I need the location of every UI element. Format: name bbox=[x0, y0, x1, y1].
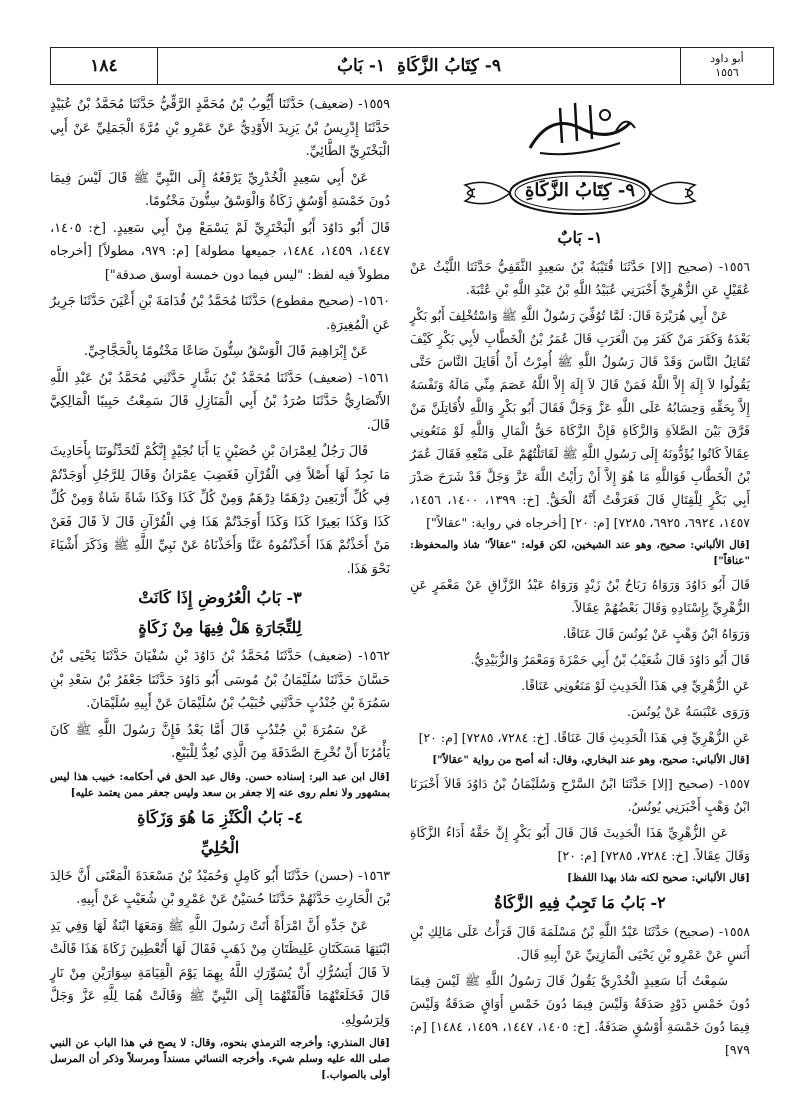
hadith-text: عَنْ إِبْرَاهِيمَ قَالَ الْوَسْقُ سِتُّونَ صَاعًا مَخْتُومًا بِالْحَجَّاجِيِّ. bbox=[83, 344, 368, 359]
hadith-text: عَنْ جَدِّهِ أَنَّ امْرَأَةً أَتَتْ رَسُولَ اللَّهِ ﷺ وَمَعَهَا ابْنَةٌ لَهَا وَفِي يَدِ ابْنَتِهَا مَسَكَتَانِ غَلِيظَتَانِ مِنْ ذَهَبٍ فَقَالَ لَهَا أَتُعْطِينَ زَكَاةَ هَذَا قَالَتْ لاَ قَالَ أَيَسُرُّكِ أَنْ يُسَوِّرَكِ اللَّهُ بِهِمَا يَوْمَ الْقِيَامَةِ سِوَارَيْنِ مِنْ نَارٍ قَالَ فَخَلَعَتْهُمَا فَأَلْقَتْهُمَا إِلَى النَّبِيِّ ﷺ وَقَالَتْ هُمَا لِلَّهِ عَزَّ وَجَلَّ وَلِرَسُولِهِ. bbox=[50, 918, 390, 1028]
left-column bbox=[50, 93, 390, 1087]
chapter-heading: لِلتِّجَارَةِ هَلْ فِيهَا مِنْ زَكَاةٍ bbox=[138, 618, 302, 637]
hadith-text: ١٥٥٧- (صحيح [إلا] حَدَّثَنَا ابْنُ السَّرْحِ وَسُلَيْمَانُ بْنُ دَاوُدَ قَالاَ أَخْبَرَنَا ابْنُ وَهْبٍ أَخْبَرَنِي يُونُسُ. bbox=[410, 776, 750, 814]
chapter-heading: ٣- بَابُ الْعُرُوضِ إِذَا كَانَتْ bbox=[138, 588, 302, 607]
hadith-text: ١٥٦٢- (ضعيف) حَدَّثَنَا مُحَمَّدُ بْنُ دَاوُدَ بْنِ سُفْيَانَ حَدَّثَنَا يَحْيَى بْنُ حَسَّانَ حَدَّثَنَا سُلَيْمَانُ بْنُ مُوسَى أَبُو دَاوُدَ حَدَّثَنَا جَعْفَرُ بْنُ سَعْدِ بْنِ سَمُرَةَ بْنِ جُنْدُبٍ حَدَّثَنِي خُبَيْبُ بْنُ سُلَيْمَانَ عَنْ أَبِيهِ سُلَيْمَانَ. bbox=[50, 649, 390, 711]
chapter-heading: الْحُلِيِّ bbox=[200, 837, 240, 857]
right-column bbox=[410, 93, 750, 1064]
hadith-text: قَالَ أَبُو دَاوُدَ وَرَوَاهُ رَبَاحُ بْنُ زَيْدٍ وَرَوَاهُ عَبْدُ الرَّزَّاقِ عَنْ مَعْمَرٍ عَنِ الزُّهْرِيِّ بِإِسْنَادِهِ وَقَالَ بَعْضُهُمْ عِقَالاً. bbox=[410, 577, 750, 615]
page-number: ١٨٤ bbox=[90, 56, 118, 76]
hadith-text: ١٥٥٨- (صحيح) حَدَّثَنَا عَبْدُ اللَّهِ بْنُ مَسْلَمَةَ قَالَ قَرَأْتُ عَلَى مَالِكِ بْنِ أَنَسٍ عَنْ عَمْرِو بْنِ يَحْيَى الْمَازِنِيِّ عَنْ أَبِيهِ قَالَ. bbox=[410, 924, 750, 962]
hadith-text: عَنْ أَبِي هُرَيْرَةَ قَالَ: لَمَّا تُوُفِّيَ رَسُولُ اللَّهِ ﷺ وَاسْتُخْلِفَ أَبُو بَكْرٍ بَعْدَهُ وَكَفَرَ مَنْ كَفَرَ مِنَ الْعَرَبِ قَالَ عُمَرُ بْنُ الْخَطَّابِ لأَبِي بَكْرٍ كَيْفَ تُقَاتِلُ النَّاسَ وَقَدْ قَالَ رَسُولُ اللَّهِ ﷺ أُمِرْتُ أَنْ أُقَاتِلَ النَّاسَ حَتَّى يَقُولُوا لاَ إِلَهَ إِلاَّ اللَّهُ فَمَنْ قَالَ لاَ إِلَهَ إِلاَّ اللَّهُ عَصَمَ مِنِّي مَالَهُ وَنَفْسَهُ إِلاَّ بِحَقِّهِ وَحِسَابُهُ عَلَى اللَّهِ عَزَّ وَجَلَّ فَقَالَ أَبُو بَكْرٍ وَاللَّهِ لأُقَاتِلَنَّ مَنْ فَرَّقَ بَيْنَ الصَّلاَةِ وَالزَّكَاةِ فَإِنَّ الزَّكَاةَ حَقُّ الْمَالِ وَاللَّهِ لَوْ مَنَعُونِي عِقَالاً كَانُوا يُؤَدُّونَهُ إِلَى رَسُولِ اللَّهِ ﷺ لَقَاتَلْتُهُمْ عَلَى مَنْعِهِ فَقَالَ عُمَرُ بْنُ الْخَطَّابِ فَوَاللَّهِ مَا هُوَ إِلاَّ أَنْ رَأَيْتُ اللَّهَ عَزَّ وَجَلَّ قَدْ شَرَحَ صَدْرَ أَبِي بَكْرٍ لِلْقِتَالِ قَالَ فَعَرَفْتُ أَنَّهُ الْحَقُّ. [خ: ١٣٩٩، ١٤٠٠، ١٤٥٦، ١٤٥٧، ٦٩٢٤، ٦٩٢٥، ٧٢٨٥] [م: ٢٠] [أخرجاه في رواية: "عقالاً"] bbox=[410, 308, 750, 530]
header-title-box bbox=[157, 48, 681, 84]
footnote: [قال الألباني: صحيح، وهو عند الشيخين، لكن قوله: "عقالاً" شاذ والمحفوظ: "عناقاً"] bbox=[410, 539, 750, 567]
header-number: ١٥٥٦ bbox=[715, 66, 739, 79]
header-page-box bbox=[51, 48, 158, 84]
hadith-text: قَالَ أَبُو دَاوُدَ أَبُو الْبَخْتَرِيِّ لَمْ يَسْمَعْ مِنْ أَبِي سَعِيدٍ. [خ: ١٤٠٥، ١٤٤٧، ١٤٥٩، ١٤٨٤، جميعها مطولة] [م: ٩٧٩، مطولاً] [أخرجاه مطولاً فيه لفظ: "ليس فيما دون خمسة أوسق صدقة"] bbox=[50, 220, 391, 283]
hadith-text: قَالَ رَجُلٌ لِعِمْرَانَ بْنِ حُصَيْنٍ يَا أَبَا نُجَيْدٍ إِنَّكُمْ لَتُحَدِّثُونَنَا بِأَحَادِيثَ مَا نَجِدُ لَهَا أَصْلاً فِي الْقُرْآنِ فَغَضِبَ عِمْرَانُ وَقَالَ لِلرَّجُلِ أَوَجَدْتُمْ فِي كُلِّ أَرْبَعِينَ دِرْهَمًا دِرْهَمٌ وَمِنْ كُلِّ كَذَا وَكَذَا شَاةً شَاةٌ وَمِنْ كُلِّ كَذَا وَكَذَا بَعِيرًا كَذَا وَكَذَا أَوَجَدْتُمْ هَذَا فِي الْقُرْآنِ قَالَ لاَ قَالَ فَعَنْ مَنْ أَخَذْتُمْ هَذَا أَخَذْتُمُوهُ عَنَّا وَأَخَذْنَاهُ عَنْ نَبِيِّ اللَّهِ ﷺ وَذَكَرَ أَشْيَاءَ نَحْوَ هَذَا. bbox=[50, 444, 390, 577]
hadith-text: وَرَوَاهُ ابْنُ وَهْبٍ عَنْ يُونُسَ قَالَ عَنَاقًا. bbox=[562, 626, 750, 641]
book-title: ٩- كِتَابُ الزَّكَاةِ bbox=[524, 180, 635, 201]
footnote: [قال الألباني: صحيح، وهو عند البخاري، وقال: أنه أصح من رواية "عقالاً"] bbox=[432, 754, 750, 766]
book-title-banner bbox=[450, 167, 710, 219]
hadith-text: عَنْ سَمُرَةَ بْنِ جُنْدُبٍ قَالَ أَمَّا بَعْدُ فَإِنَّ رَسُولَ اللَّهِ ﷺ كَانَ يَأْمُرُنَا أَنْ نُخْرِجَ الصَّدَقَةَ مِنَ الَّذِي نُعِدُّ لِلْبَيْعِ. bbox=[50, 722, 390, 761]
footnote: [قال المنذري: وأخرجه الترمذي بنحوه، وقال: لا يصح في هذا الباب عن النبي صلى الله عليه وسلم شيء. وأخرجه النسائي مسنداً ومرسلاً وذكر أن المرسل أولى بالصواب.] bbox=[50, 1037, 390, 1081]
hadith-text: ١٥٥٩- (ضعيف) حَدَّثَنَا أَيُّوبُ بْنُ مُحَمَّدٍ الرَّقِّيُّ حَدَّثَنَا مُحَمَّدُ بْنُ عُبَيْدٍ حَدَّثَنَا إِدْرِيسُ بْنُ يَزِيدَ الأَوْدِيُّ عَنْ عَمْرِو بْنِ مُرَّةَ الْجَمَلِيِّ عَنْ أَبِي الْبَخْتَرِيِّ الطَّائِيِّ. bbox=[50, 97, 390, 159]
chapter-heading: ١- بَابٌ bbox=[557, 228, 603, 247]
chapter-heading: ٢- بَابُ مَا تَجِبُ فِيهِ الزَّكَاةُ bbox=[494, 893, 666, 912]
hadith-text: عَنْ أَبِي سَعِيدٍ الْخُدْرِيِّ يَرْفَعُهُ إِلَى النَّبِيِّ ﷺ قَالَ لَيْسَ فِيمَا دُونَ خَمْسَةِ أَوْسُقٍ زَكَاةٌ وَالْوَسْقُ سِتُّونَ مَخْتُومًا. bbox=[50, 170, 390, 209]
hadith-text: قَالَ أَبُو دَاوُدَ قَالَ شُعَيْبُ بْنُ أَبِي حَمْزَةَ وَمَعْمَرٌ وَالزُّبَيْدِيُّ. bbox=[470, 652, 750, 667]
hadith-text: عَنِ الزُّهْرِيِّ هَذَا الْحَدِيثَ قَالَ قَالَ أَبُو بَكْرٍ إِنَّ حَقَّهُ أَدَاءُ الزَّكَاةِ وَقَالَ عِقَالاً. [خ: ٧٢٨٤، ٧٢٨٥] [م: ٢٠] bbox=[410, 825, 750, 863]
chapter-heading: ٤- بَابُ الْكَنْزِ مَا هُوَ وَزَكَاةِ bbox=[137, 807, 303, 827]
page-header bbox=[50, 47, 774, 85]
header-book: أبو داود bbox=[710, 52, 744, 65]
footnote: [قال ابن عبد البر: إسناده حسن. وقال عبد الحق في أحكامه: خبيب هذا ليس بمشهور ولا نعلم روى عنه إلا جعفر بن سعد وليس جعفر ممن يعتمد عليه] bbox=[50, 770, 390, 799]
header-book-box bbox=[680, 48, 773, 84]
header-chapter: ١- بَابٌ bbox=[337, 56, 386, 76]
calligraphy-seal-icon bbox=[520, 93, 640, 163]
hadith-text: ١٥٥٦- (صحيح [إلا] حَدَّثَنَا قُتَيْبَةُ بْنُ سَعِيدٍ الثَّقَفِيُّ حَدَّثَنَا اللَّيْثُ عَنْ عُقَيْلٍ عَنِ الزُّهْرِيِّ أَخْبَرَنِي عُبَيْدُ اللَّهِ بْنُ عَبْدِ اللَّهِ بْنِ عُتْبَةَ. bbox=[410, 259, 750, 297]
header-title: ٩- كِتَابُ الزَّكَاةِ bbox=[397, 56, 501, 76]
hadith-text: ١٥٦٠- (صحيح مقطوع) حَدَّثَنَا مُحَمَّدُ بْنُ قُدَامَةَ بْنِ أَعْيَنَ حَدَّثَنَا جَرِيرٌ عَنِ الْمُغِيرَةِ. bbox=[50, 294, 390, 333]
hadith-text: عَنِ الزُّهْرِيِّ فِي هَذَا الْحَدِيثِ قَالَ عَنَاقًا. [خ: ٧٢٨٤، ٧٢٨٥] [م: ٢٠] bbox=[418, 730, 750, 745]
hadith-text: سَمِعْتُ أَبَا سَعِيدٍ الْخُدْرِيَّ يَقُولُ قَالَ رَسُولُ اللَّهِ ﷺ لَيْسَ فِيمَا دُونَ خَمْسِ ذَوْدٍ صَدَقَةٌ وَلَيْسَ فِيمَا دُونَ خَمْسِ أَوَاقٍ صَدَقَةٌ وَلَيْسَ فِيمَا دُونَ خَمْسَةِ أَوْسُقٍ صَدَقَةٌ. [خ: ١٤٠٥، ١٤٤٧، ١٤٥٩، ١٤٨٤] [م: ٩٧٩] bbox=[410, 973, 751, 1057]
hadith-text: وَرَوَى عَنْبَسَةُ عَنْ يُونُسَ. bbox=[627, 704, 750, 719]
hadith-text: ١٥٦٣- (حسن) حَدَّثَنَا أَبُو كَامِلٍ وَحُمَيْدُ بْنُ مَسْعَدَةَ الْمَعْنَى أَنَّ خَالِدَ بْنَ الْحَارِثِ حَدَّثَهُمْ حَدَّثَنَا حُسَيْنٌ عَنْ عَمْرِو بْنِ شُعَيْبٍ عَنْ أَبِيهِ. bbox=[50, 868, 390, 907]
hadith-text: عَنِ الزُّهْرِيِّ فِي هَذَا الْحَدِيثِ لَوْ مَنَعُونِي عَنَاقًا. bbox=[521, 678, 750, 693]
hadith-text: ١٥٦١- (ضعيف) حَدَّثَنَا مُحَمَّدُ بْنُ بَشَّارٍ حَدَّثَنِي مُحَمَّدُ بْنُ عَبْدِ اللَّهِ الأَنْصَارِيُّ حَدَّثَنَا صُرَدُ بْنُ أَبِي الْمَنَازِلِ قَالَ سَمِعْتُ حَبِيبًا الْمَالِكِيَّ قَالَ. bbox=[50, 370, 390, 433]
footnote: [قال الألباني: صحيح لكنه شاذ بهذا اللفظ] bbox=[567, 872, 750, 884]
